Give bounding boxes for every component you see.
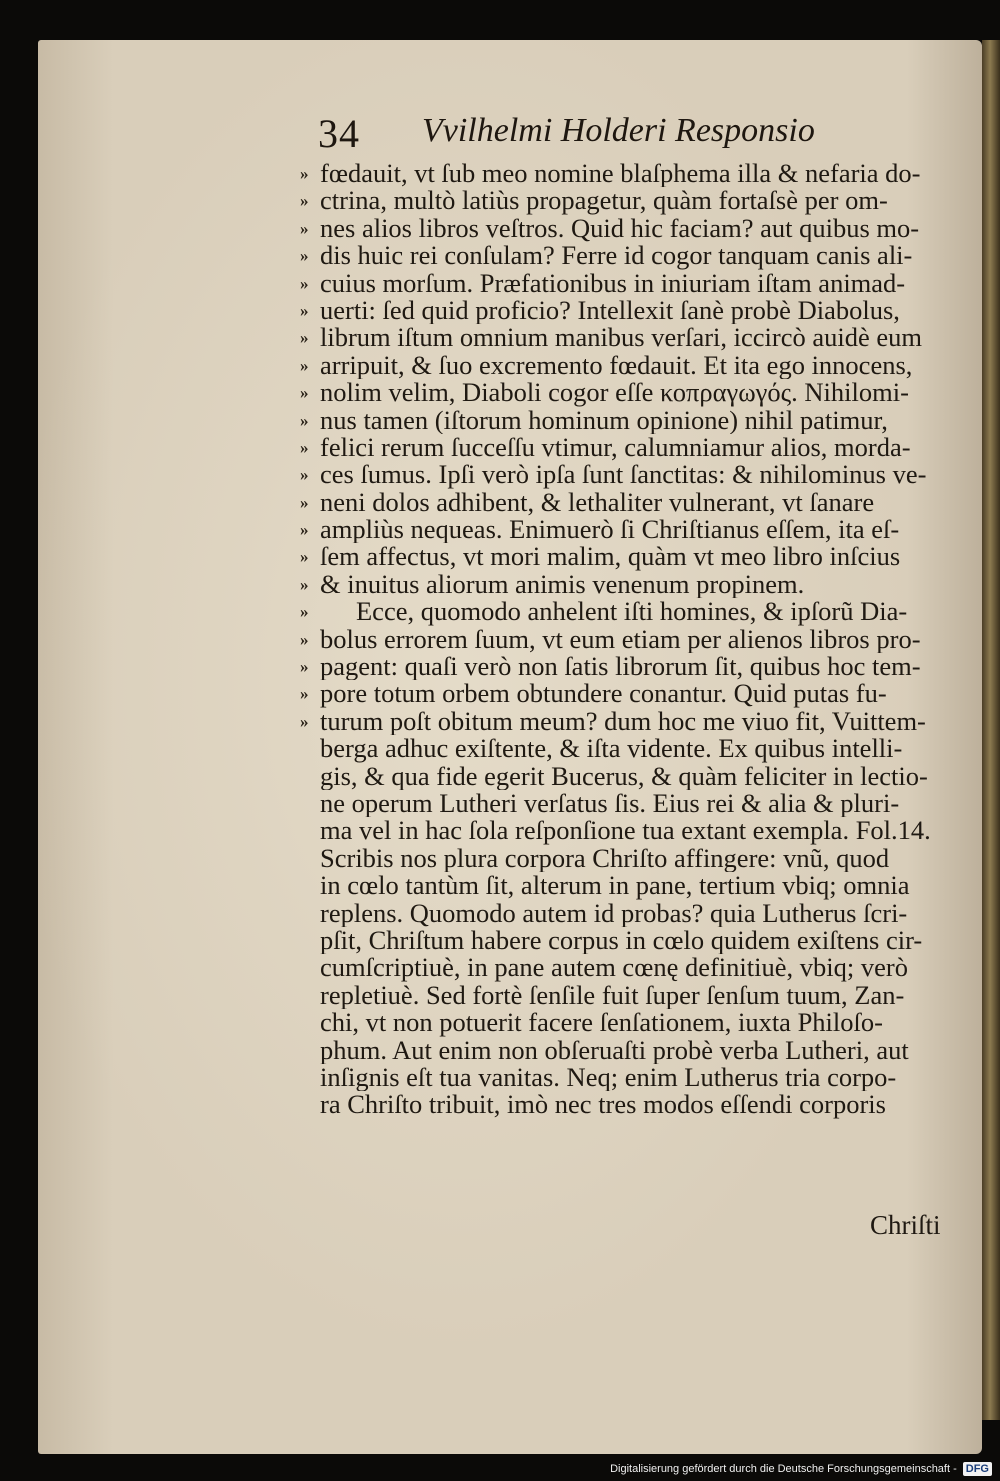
quote-mark: » [300,684,309,704]
line-text: berga adhuc exiſtente, & iſta vidente. Ex quibus intelli- [320,735,903,763]
text-line [300,982,972,1009]
line-text: ne operum Lutheri verſatus ſis. Eius rei & alia & pluri- [320,789,900,818]
quote-mark: » [300,218,309,238]
text-line [300,543,972,570]
quote-mark: » [300,300,309,320]
footer-text: Digitalisierung gefördert durch die Deutsche Forschungsgemeinschaft - [610,1463,957,1475]
line-text: cuius morſum. Præfationibus in iniuriam iſtam animad- [320,269,906,297]
line-text: pagent: quaſi verò non ſatis librorum ſit, quibus hoc tem- [320,653,921,681]
line-text: fœdauit, vt ſub meo nomine blaſphema illa & nefaria do- [320,160,921,188]
quote-mark: » [300,191,309,211]
line-text: turum poſt obitum meum? dum hoc me viuo fit, Vuittem- [320,707,926,736]
line-text: pore totum orbem obtundere conantur. Quid putas fu- [320,680,887,708]
text-line [300,187,972,214]
text-line [300,352,972,379]
line-text: ra Chriſto tribuit, imò nec tres modos eſſendi corporis [320,1091,886,1119]
quote-mark: » [300,410,309,430]
quote-mark: » [300,574,309,594]
line-text: bolus errorem ſuum, vt eum etiam per alienos libros pro- [320,625,921,654]
quote-mark: » [300,520,309,540]
line-text: felici rerum ſucceſſu vtimur, calumniamur alios, morda- [320,433,911,462]
dfg-logo: DFG [963,1462,992,1476]
text-line [300,1037,972,1064]
text-line [300,489,972,516]
text-line [300,379,972,406]
quote-mark: » [300,629,309,649]
line-text: phum. Aut enim non obſeruaſti probè verba Lutheri, aut [320,1036,909,1064]
line-text: replens. Quomodo autem id probas? quia Lutherus ſcri- [320,899,908,927]
line-text: ces ſumus. Ipſi verò ipſa ſunt ſanctitas: & nihilominus ve- [320,461,927,489]
quote-mark: » [300,492,309,512]
line-text: chi, vt non potuerit facere ſenſationem, iuxta Philoſo- [320,1009,883,1037]
line-text: repletiuè. Sed fortè ſenſile fuit ſuper ſenſum tuum, Zan- [320,981,905,1010]
quote-mark: » [300,547,309,567]
text-line [300,461,972,488]
line-text: ma vel in hac ſola reſponſione tua extant exempla. Fol.14. [320,817,931,845]
text-line [300,297,972,324]
quote-mark: » [300,273,309,293]
quote-mark: » [300,355,309,375]
text-line [300,434,972,461]
quote-mark: » [300,246,309,266]
line-text: neni dolos adhibent, & lethaliter vulnerant, vt ſanare [320,488,875,517]
text-line [300,763,972,790]
quote-mark: » [300,328,309,348]
text-line [300,571,972,598]
text-line [300,1091,972,1118]
text-line [300,324,972,351]
line-text: arripuit, & ſuo excremento fœdauit. Et ita ego innocens, [320,351,913,380]
text-line [300,653,972,680]
line-text: & inuitus aliorum animis venenum propinem. [320,570,805,599]
line-text: ampliùs nequeas. Enimuerò ſi Chriſtianus eſſem, ita eſ- [320,516,900,544]
line-text: Scribis nos plura corpora Chriſto affingere: vnũ, quod [320,844,890,873]
text-line [300,626,972,653]
quote-mark: » [300,657,309,677]
text-line [300,516,972,543]
text-line [300,160,972,187]
text-line [300,927,972,954]
line-text: nus tamen (iſtorum hominum opinione) nihil patimur, [320,406,888,434]
line-text: ctrina, multò latiùs propagetur, quàm fortaſsè per om- [320,187,888,215]
page-number: 34 [318,111,360,156]
text-line [300,598,972,625]
line-text: uerti: ſed quid proficio? Intellexit ſanè probè Diabolus, [320,296,900,325]
quote-mark: » [300,711,309,731]
footer-credit [610,1460,992,1478]
quote-mark: » [300,465,309,485]
text-line [300,242,972,269]
page-edge [982,40,1000,1420]
text-line [300,872,972,899]
line-text: gis, & qua fide egerit Bucerus, & quàm feliciter in lectio- [320,762,928,790]
text-line [300,817,972,844]
text-line [300,215,972,242]
line-text: inſignis eſt tua vanitas. Neq; enim Lutherus tria corpo- [320,1063,897,1092]
line-text: ſem affectus, vt mori malim, quàm vt meo libro inſcius [320,543,901,571]
quote-mark: » [300,164,309,183]
text-line [300,407,972,434]
line-text: nes alios libros veſtros. Quid hic faciam? aut quibus mo- [320,214,920,243]
text-line [300,845,972,872]
text-line [300,1064,972,1091]
quote-mark: » [300,437,309,457]
text-line [300,708,972,735]
body-text [300,160,972,1119]
text-line [300,900,972,927]
line-text: in cœlo tantùm ſit, alterum in pane, tertium vbiq; omnia [320,872,910,900]
page-header [318,108,858,160]
text-line [300,735,972,762]
running-title: Vvilhelmi Holderi Responsio [422,112,815,149]
line-text: cumſcriptiuè, in pane autem cœnę definitiuè, vbiq; verò [320,954,908,982]
quote-mark: » [300,383,309,403]
line-text: Ecce, quomodo anhelent iſti homines, & ipſorũ Dia- [356,598,908,626]
line-text: librum iſtum omnium manibus verſari, iccircò auidè eum [320,324,922,352]
line-text: nolim velim, Diaboli cogor eſſe κοπραγωγός. Nihilomi- [320,379,909,407]
text-line [300,1009,972,1036]
text-line [300,790,972,817]
catchword: Chriſti [870,1210,941,1240]
line-text: pſit, Chriſtum habere corpus in cœlo quidem exiſtens cir- [320,926,923,955]
line-text: dis huic rei conſulam? Ferre id cogor tanquam canis ali- [320,242,913,270]
text-line [300,954,972,981]
text-line [300,680,972,707]
quote-mark: » [300,602,309,622]
text-line [300,270,972,297]
